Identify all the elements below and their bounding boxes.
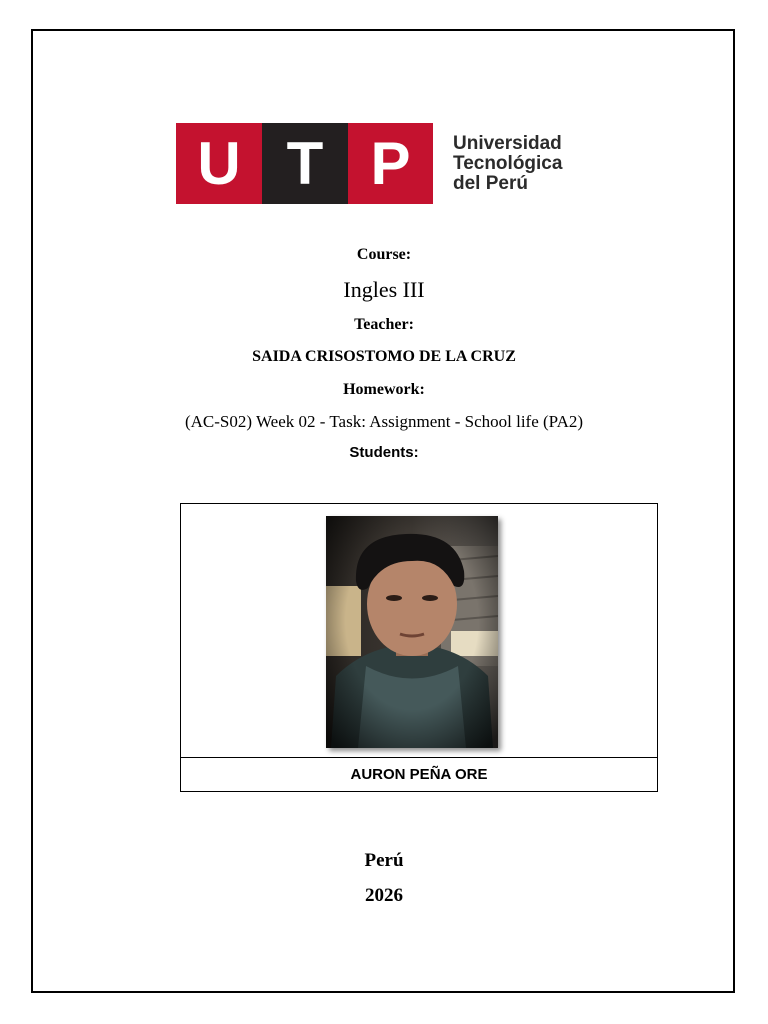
homework-label: Homework: [343, 381, 425, 398]
student-table [180, 503, 658, 792]
logo-letter-u: U [197, 129, 241, 197]
students-label: Students: [349, 444, 419, 461]
utp-logo [176, 123, 562, 204]
teacher-label: Teacher: [354, 316, 414, 333]
university-name-line-1: Universidad [453, 132, 562, 154]
logo-block-t [262, 123, 348, 204]
student-name: AURON PEÑA ORE [350, 766, 488, 783]
teacher-name: SAIDA CRISOSTOMO DE LA CRUZ [252, 348, 516, 365]
university-name-line-2: Tecnológica [453, 152, 563, 174]
homework-title: (AC-S02) Week 02 - Task: Assignment - School life (PA2) [184, 412, 584, 431]
university-name-line-3: del Perú [453, 172, 528, 194]
logo-letter-p: P [370, 129, 411, 197]
university-name [453, 134, 562, 194]
course-name: Ingles III [343, 277, 425, 302]
portrait-illustration [326, 516, 498, 748]
logo-letter-t: T [286, 129, 324, 197]
student-portrait-photo [326, 516, 498, 748]
year: 2026 [365, 885, 403, 906]
student-photo-cell [181, 504, 657, 758]
country: Perú [364, 850, 404, 871]
course-label: Course: [356, 246, 412, 263]
logo-block-p [348, 123, 433, 204]
logo-block-u [176, 123, 262, 204]
